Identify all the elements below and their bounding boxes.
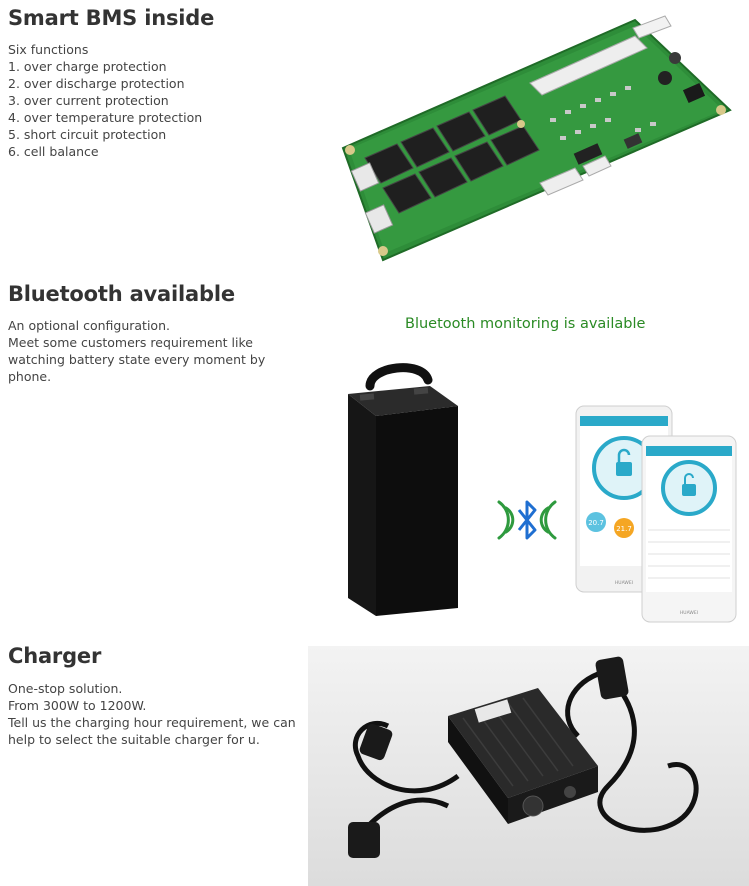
text-line: 1. over charge protection: [8, 59, 167, 74]
text-line: 2. over discharge protection: [8, 76, 185, 91]
phone-value: 20.7: [588, 519, 604, 527]
section-charger: [0, 640, 749, 886]
section-bms: [0, 0, 749, 280]
section-text: [8, 317, 265, 385]
phone-brand: HUAWEI: [679, 611, 699, 616]
section-heading: Bluetooth available: [8, 282, 235, 306]
charger-image: [308, 646, 749, 886]
text-line: 3. over current protection: [8, 93, 169, 108]
bluetooth-image: [330, 308, 749, 638]
text-line: An optional configuration.: [8, 318, 170, 333]
section-heading: Charger: [8, 644, 102, 668]
text-line: Six functions: [8, 42, 89, 57]
text-line: 6. cell balance: [8, 144, 99, 159]
text-line: 4. over temperature protection: [8, 110, 203, 125]
text-line: 5. short circuit protection: [8, 127, 167, 142]
text-line: Meet some customers requirement like: [8, 335, 253, 350]
bms-board-image: [335, 8, 735, 270]
text-line: One-stop solution.: [8, 681, 123, 696]
phone-brand: HUAWEI: [614, 581, 634, 586]
text-line: watching battery state every moment by: [8, 352, 266, 367]
section-bluetooth: [0, 280, 749, 640]
section-heading: Smart BMS inside: [8, 6, 215, 30]
text-line: help to select the suitable charger for u.: [8, 732, 260, 747]
text-line: phone.: [8, 369, 52, 384]
bluetooth-caption: Bluetooth monitoring is available: [405, 316, 646, 332]
section-text: [8, 680, 296, 748]
text-line: From 300W to 1200W.: [8, 698, 147, 713]
phone-value: 21.7: [616, 525, 632, 533]
text-line: Tell us the charging hour requirement, we can: [8, 715, 296, 730]
section-text: [8, 41, 202, 160]
